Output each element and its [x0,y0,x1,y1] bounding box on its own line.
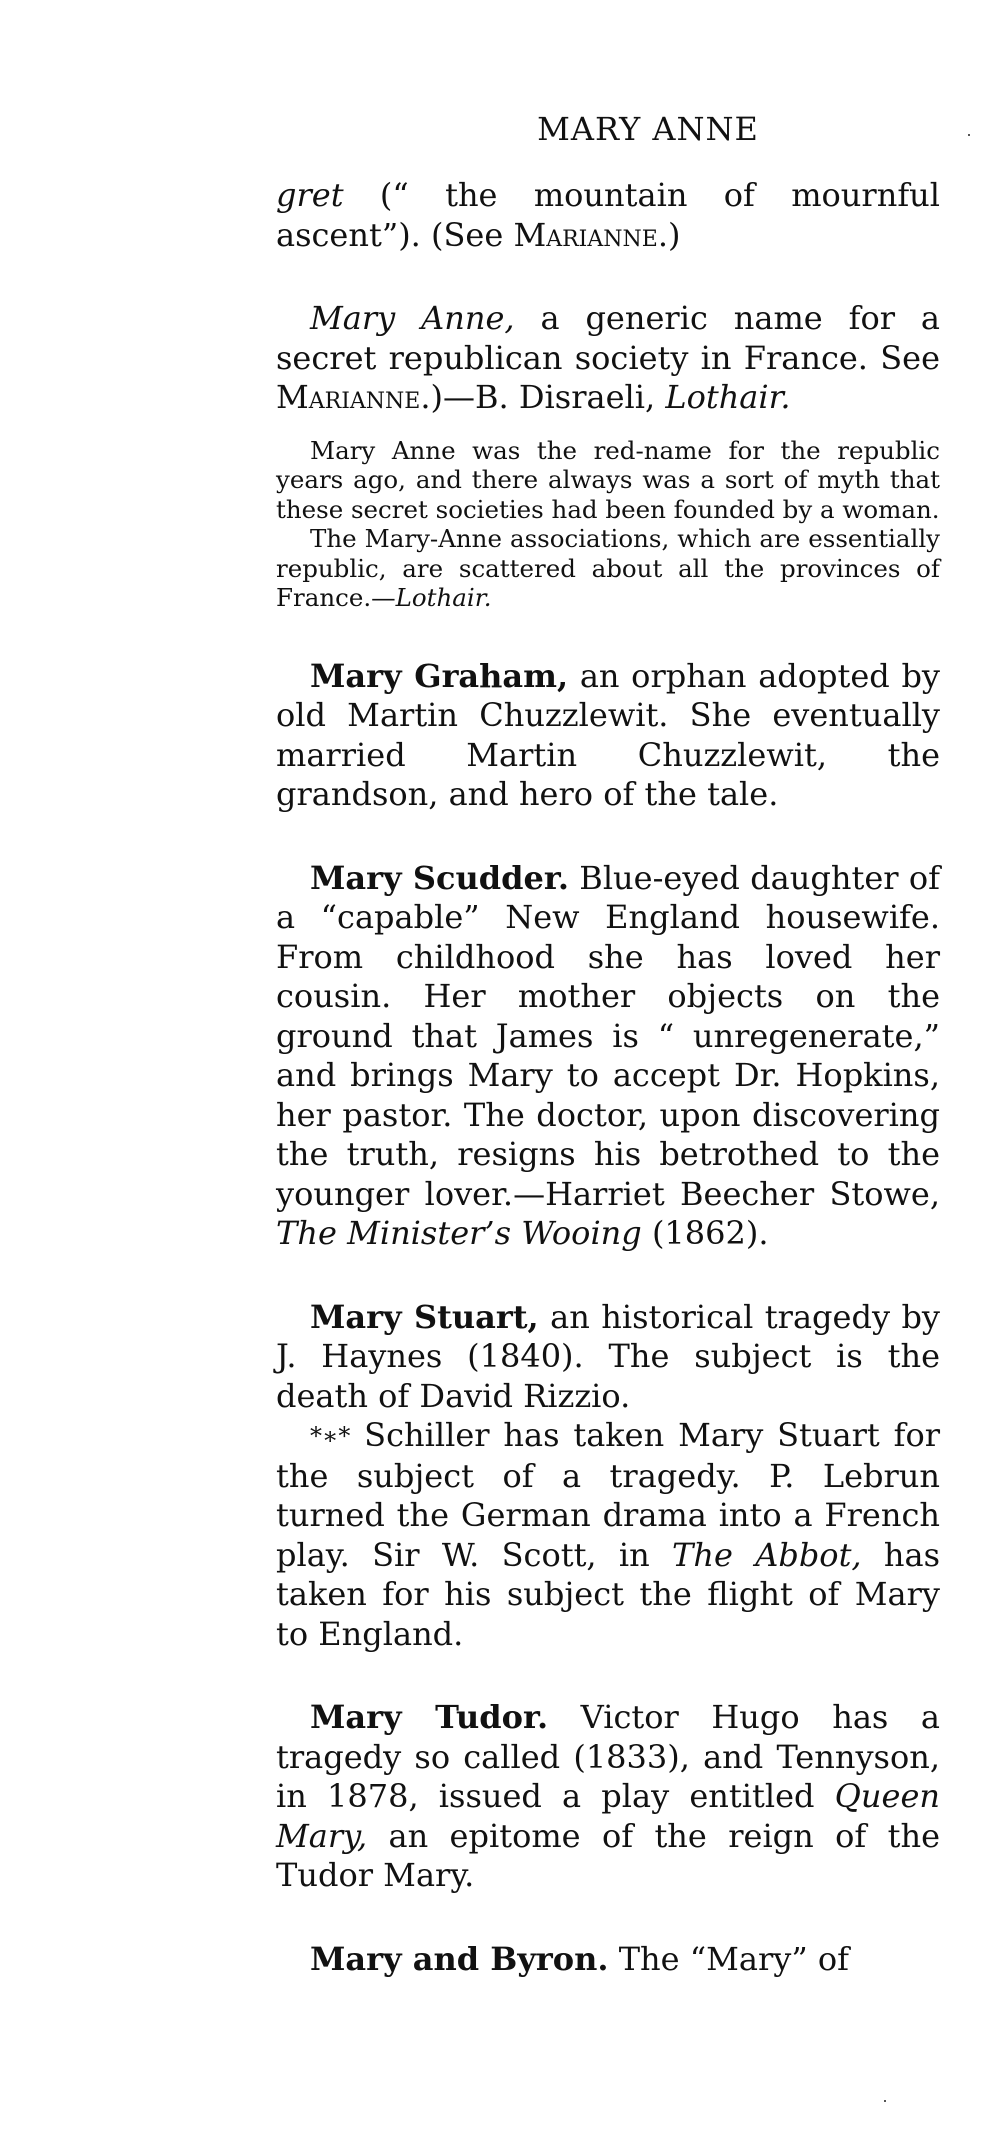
entry-text: Victor Hugo has a tragedy so called (1833), and Tennyson, in 1878, issued a play entitled [276,1698,941,1815]
entry-text: a generic name for a secret republican society in France. See [276,299,941,377]
entry-headword: Mary Graham, [310,656,569,695]
entry-text-2: )—B. Disraeli, [430,378,666,416]
cont-crossref: Marianne. [513,215,668,254]
entry-headword: Mary Stuart, [310,1297,539,1336]
print-speck [884,2100,886,2102]
print-speck [968,134,970,136]
entry-mary-anne [276,299,940,613]
note-text: Schiller has taken Mary Stuart for the subject of a tragedy. P. Lebrun turned the German drama into a French play. Sir W. Scott, in [276,1416,940,1574]
entry-mary-graham [276,657,940,815]
entry-headword: Mary and Byron. [310,1939,609,1978]
entry-text: The “Mary” of [608,1939,849,1978]
cont-close: ) [668,215,681,254]
entry-headword: Mary Scudder. [310,858,569,897]
entry-headword: Mary Tudor. [310,1698,549,1736]
entry-mary-stuart [276,1298,940,1655]
entry-note [276,1416,940,1654]
cont-fragment: gret [276,176,344,214]
entry-text-end: an epitome of the reign of the Tudor Mary. [276,1816,940,1894]
entry-mary-and-byron [276,1940,940,1980]
quotation-1: Mary Anne was the red-name for the republic years ago, and there always was a sort of myth that these secret societies had been founded by a woman. [276,435,940,524]
entry-headword: Mary Anne, [310,299,515,337]
entry-text-end: (1862). [641,1214,769,1252]
dictionary-page [276,110,940,2023]
entry-continuation [276,176,940,255]
quotation-2 [276,524,940,613]
note-work-title: The Abbot, [672,1535,862,1574]
entry-work-title: Lothair. [665,378,791,416]
asterism: *∗* [310,1422,351,1450]
entry-crossref: Marianne. [276,378,431,416]
entry-mary-scudder [276,859,940,1254]
entry-mary-tudor [276,1698,940,1896]
entry-work-title: Queen Mary, [276,1777,940,1855]
entry-text: Blue-eyed daughter of a “capable” New England housewife. From childhood she has loved her cousin. Her mother objects on the ground that James is “ unregenerate,” and brings Mary to accept Dr. Hopkins, her pastor. The doctor, upon discovering the truth, resigns his betrothed to the younger lover.—Harriet Beecher Stowe, [276,858,940,1213]
quotation-2-text: The Mary-Anne associations, which are essentially republic, are scattered about all the provinces of France.— [276,524,940,612]
running-head: MARY ANNE [537,110,759,148]
entry-text: an orphan adopted by old Martin Chuzzlewit. She eventually married Martin Chuzzlewit, the grandson, and hero of the tale. [276,656,941,813]
entry-text: an historical tragedy by J. Haynes (1840). The subject is the death of David Rizzio. [276,1297,941,1415]
entry-work-title: The Minister’s Wooing [276,1214,642,1252]
note-text-end: has taken for his subject the flight of Mary to England. [276,1535,941,1653]
entry-quotations [276,436,940,613]
quotation-2-source: Lothair. [395,583,492,612]
cont-text: (“ the mountain of mournful ascent”). (See [276,176,940,254]
